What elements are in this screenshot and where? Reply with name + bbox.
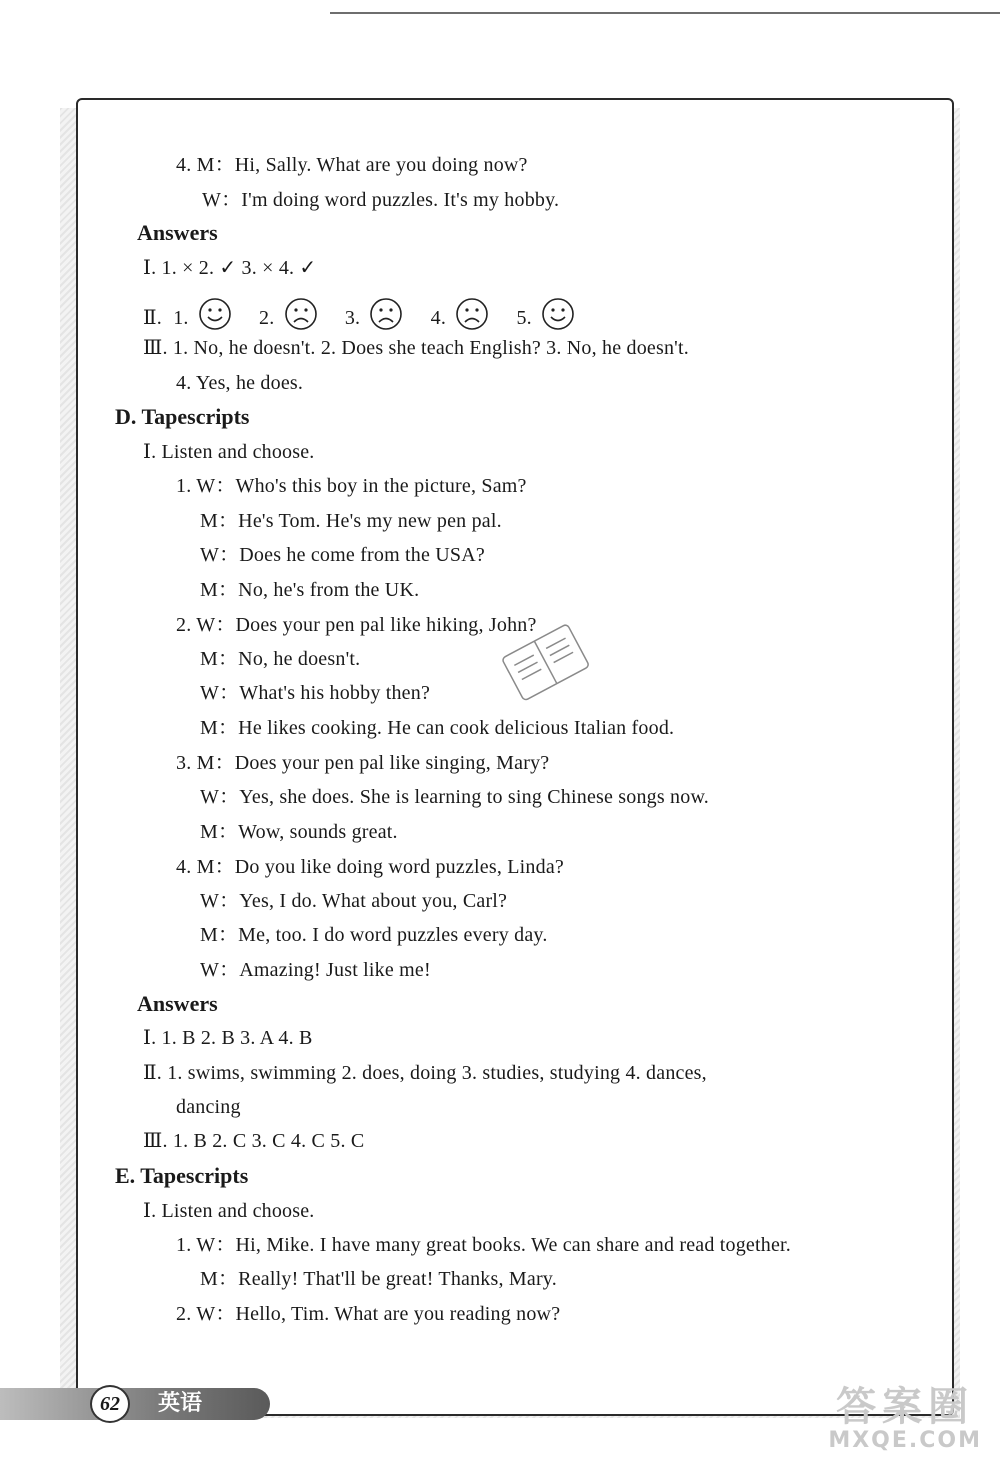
dialogue-line: 4. M：Hi, Sally. What are you doing now? bbox=[176, 154, 528, 176]
sad-face-icon bbox=[284, 297, 318, 331]
dialogue-line: 4. M：Do you like doing word puzzles, Linda? bbox=[176, 856, 564, 878]
instruction: Ⅰ. Listen and choose. bbox=[143, 1200, 315, 1222]
dialogue-line: M：Really! That'll be great! Thanks, Mary. bbox=[200, 1268, 557, 1290]
answer-item bbox=[173, 307, 237, 329]
dialogue-line: W：Does he come from the USA? bbox=[200, 544, 485, 566]
watermark-text: 答案圈 bbox=[836, 1384, 975, 1430]
sad-face-icon bbox=[455, 297, 489, 331]
item-number: 1. bbox=[173, 307, 189, 329]
answers-heading: Answers bbox=[137, 220, 218, 245]
dialogue-line: 1. W：Hi, Mike. I have many great books. We can share and read together. bbox=[176, 1234, 791, 1256]
dialogue-line: W：Amazing! Just like me! bbox=[200, 959, 431, 981]
footer-bar bbox=[0, 1388, 270, 1420]
dialogue-line: 2. W：Hello, Tim. What are you reading now? bbox=[176, 1303, 561, 1325]
instruction: Ⅰ. Listen and choose. bbox=[143, 441, 315, 463]
answer-line: Ⅱ. 1. swims, swimming 2. does, doing 3. studies, studying 4. dances, bbox=[143, 1062, 707, 1084]
happy-face-icon bbox=[541, 297, 575, 331]
answers-heading: Answers bbox=[137, 991, 218, 1016]
dialogue-line: W：Yes, I do. What about you, Carl? bbox=[200, 890, 508, 912]
dialogue-line: W：Yes, she does. She is learning to sing Chinese songs now. bbox=[200, 786, 710, 808]
page-number: 62 bbox=[90, 1385, 130, 1423]
dialogue-line: M：No, he's from the UK. bbox=[200, 579, 420, 601]
dialogue-line: 2. W：Does your pen pal like hiking, John? bbox=[176, 614, 537, 636]
answer-line: 4. Yes, he does. bbox=[176, 372, 304, 394]
watermark bbox=[828, 1385, 982, 1453]
answer-item bbox=[345, 307, 409, 329]
dialogue-line: 3. M：Does your pen pal like singing, Mary? bbox=[176, 752, 550, 774]
answer-line: Ⅰ. 1. B 2. B 3. A 4. B bbox=[143, 1027, 313, 1049]
dialogue-line: M：He's Tom. He's my new pen pal. bbox=[200, 510, 502, 532]
dialogue-line: M：Wow, sounds great. bbox=[200, 821, 398, 843]
section-heading: D. Tapescripts bbox=[115, 404, 250, 429]
top-rule bbox=[330, 12, 1000, 14]
answer-line: dancing bbox=[176, 1096, 241, 1118]
answer-item bbox=[431, 307, 495, 329]
answer-item bbox=[516, 307, 575, 329]
item-number: 2. bbox=[259, 307, 275, 329]
dialogue-line: M：Me, too. I do word puzzles every day. bbox=[200, 924, 548, 946]
answer-line: Ⅲ. 1. B 2. C 3. C 4. C 5. C bbox=[143, 1130, 365, 1152]
happy-face-icon bbox=[198, 297, 232, 331]
subject-label: 英语 bbox=[158, 1391, 203, 1416]
answer-line: Ⅲ. 1. No, he doesn't. 2. Does she teach English? 3. No, he doesn't. bbox=[143, 337, 689, 359]
item-number: 4. bbox=[430, 307, 447, 329]
dialogue-line: W：What's his hobby then? bbox=[200, 682, 431, 704]
dialogue-line: M：No, he doesn't. bbox=[200, 648, 361, 670]
dialogue-line: 1. W：Who's this boy in the picture, Sam? bbox=[176, 475, 527, 497]
part-label: Ⅱ. bbox=[143, 307, 162, 329]
section-heading: E. Tapescripts bbox=[115, 1163, 249, 1188]
watermark-url: MXQE.COM bbox=[828, 1428, 982, 1453]
dialogue-line: W：I'm doing word puzzles. It's my hobby. bbox=[202, 189, 560, 211]
sad-face-icon bbox=[369, 297, 403, 331]
answer-line: Ⅰ. 1. × 2. ✓ 3. × 4. ✓ bbox=[143, 257, 317, 279]
item-number: 5. bbox=[516, 307, 532, 329]
book-stamp-icon bbox=[492, 620, 602, 710]
answer-smiley-line bbox=[143, 297, 575, 331]
dialogue-line: M：He likes cooking. He can cook delicious Italian food. bbox=[200, 717, 675, 739]
item-number: 3. bbox=[344, 307, 361, 329]
answer-item bbox=[259, 307, 323, 329]
